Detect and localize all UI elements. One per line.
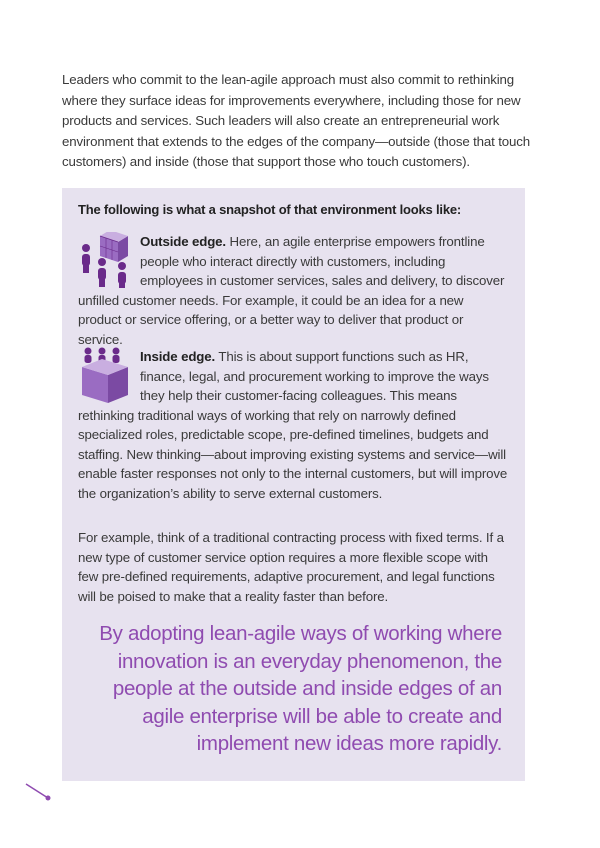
- environment-callout-box: [62, 188, 525, 781]
- callout-heading: The following is what a snapshot of that environment looks like:: [78, 202, 462, 217]
- inside-edge-section: [78, 347, 510, 503]
- inside-edge-term: Inside edge.: [140, 349, 216, 364]
- outside-edge-text: Here, an agile enterprise empowers frontline people who interact directly with customers, including employees in customer services, sales and delivery, to discover unfilled customer needs. For example, it could be an idea for a new product or service offering, or a better way to deliver that product or service.: [78, 234, 505, 347]
- outside-edge-section: [78, 232, 510, 349]
- people-inside-cube-icon: [78, 347, 134, 403]
- outside-edge-term: Outside edge.: [140, 234, 226, 249]
- pull-quote: By adopting lean-agile ways of working where innovation is an everyday phenomenon, the people at the outside and inside edges of an agile enterprise will be able to create and implement new ideas more rapidly.: [99, 622, 502, 755]
- intro-paragraph: Leaders who commit to the lean-agile approach must also commit to rethinking where they surface ideas for improvements everywhere, including those for new products and services. Such leaders will also create an entrepreneurial work environment that extends to the edges of the company—outside (those that touch customers) and inside (those that support those who touch customers).: [62, 72, 531, 170]
- example-paragraph: For example, think of a traditional contracting process with fixed terms. If a new type of customer service option requires a more flexible scope with few pre-defined requirements, adaptive procurement, and legal functions will be poised to make that a reality faster than before.: [78, 530, 504, 604]
- decorative-corner-line: [24, 782, 54, 802]
- inside-edge-text: This is about support functions such as HR, finance, legal, and procurement working to improve the ways they help their customer-facing colleagues. This means rethinking traditional ways of working that rely on narrowly defined specialized roles, predictable scope, pre-defined timelines, budgets and staffing. New thinking—about improving existing systems and service—will enable faster responses not only to the internal customers, but will improve the organization’s ability to serve external customers.: [78, 349, 508, 501]
- people-outside-cube-icon: [78, 232, 134, 288]
